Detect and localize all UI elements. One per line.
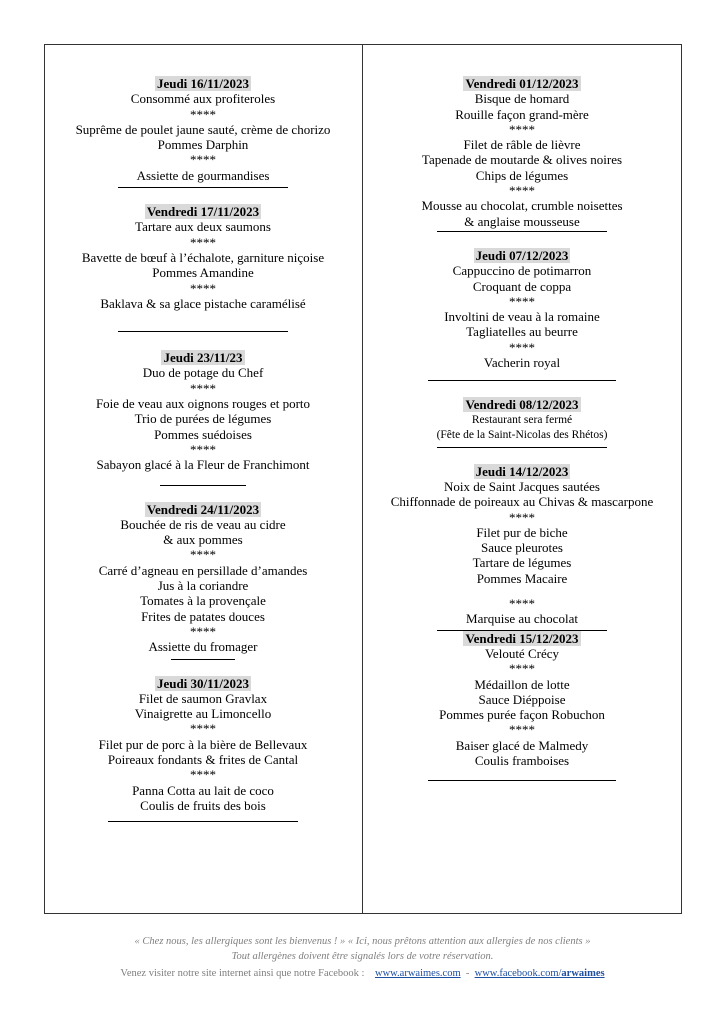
footer-allergen-note	[0, 951, 725, 962]
menu-line: Bouchée de ris de veau au cidre	[120, 516, 286, 532]
menu-line: Mousse au chocolat, crumble noisettes	[421, 198, 623, 214]
menu-line: & anglaise mousseuse	[464, 213, 580, 229]
menu-line: Foie de veau aux oignons rouges et porto	[95, 396, 311, 412]
section-rule	[437, 231, 607, 232]
facebook-prefix: www.facebook.com/	[474, 968, 562, 979]
section-rule	[118, 331, 288, 332]
menu-line: Jus à la coriandre	[157, 578, 249, 594]
menu-date: Jeudi 23/11/23	[163, 350, 243, 366]
menu-line: Pommes Darphin	[157, 137, 249, 153]
menu-line: Marquise au chocolat	[466, 611, 578, 627]
menu-line: Sauce pleurotes	[481, 540, 563, 556]
menu-separator: ****	[190, 380, 216, 396]
menu-line: Bisque de homard	[474, 91, 570, 107]
menu-separator: ****	[509, 596, 535, 612]
menu-line: & aux pommes	[163, 532, 243, 548]
link-separator: -	[465, 968, 470, 979]
section-rule	[118, 187, 288, 188]
facebook-handle: arwaimes	[561, 968, 605, 979]
allergen-note: Tout allergènes doivent être signalés lors de votre réservation.	[231, 951, 494, 962]
menu-line: Filet pur de biche	[476, 524, 568, 540]
menu-separator: ****	[190, 767, 216, 783]
right-column	[363, 44, 681, 781]
menu-separator: ****	[509, 722, 535, 738]
menu-separator: ****	[509, 121, 535, 137]
menu-separator: ****	[190, 152, 216, 168]
menu-line: Frites de patates douces	[141, 608, 265, 624]
menu-line: Vacherin royal	[483, 355, 561, 371]
menu-line: Chips de légumes	[475, 167, 569, 183]
menu-line: Tartare de légumes	[472, 555, 572, 571]
menu-line: Duo de potage du Chef	[142, 365, 264, 381]
menu-block	[363, 631, 681, 769]
menu-block	[44, 676, 362, 814]
menu-block	[363, 248, 681, 370]
menu-block	[363, 464, 681, 627]
menu-spacer	[363, 586, 681, 596]
menu-line: Suprême de poulet jaune sauté, crème de chorizo	[75, 121, 331, 137]
menu-line: Filet de râble de lièvre	[463, 137, 581, 153]
menu-date: Jeudi 07/12/2023	[475, 247, 569, 263]
menu-line: Sauce Diéppoise	[478, 691, 566, 707]
menu-line: Poireaux fondants & frites de Cantal	[107, 751, 299, 767]
visit-text: Venez visiter notre site internet ainsi que notre Facebook :	[120, 968, 365, 979]
menu-date: Vendredi 08/12/2023	[465, 397, 579, 413]
menu-line: Filet de saumon Gravlax	[138, 690, 268, 706]
menu-line: Tagliatelles au beurre	[466, 324, 578, 340]
menu-line: Assiette du fromager	[148, 639, 258, 655]
menu-line: Cappuccino de potimarron	[452, 263, 592, 279]
menu-separator: ****	[190, 106, 216, 122]
menu-separator: ****	[190, 623, 216, 639]
menu-line: Noix de Saint Jacques sautées	[444, 478, 600, 494]
menu-block	[44, 502, 362, 655]
menu-line: Tartare aux deux saumons	[135, 219, 271, 235]
menu-separator: ****	[190, 280, 216, 296]
menu-separator: ****	[190, 234, 216, 250]
menu-block	[363, 76, 681, 229]
menu-line: Carré d’agneau en persillade d’amandes	[98, 562, 308, 578]
menu-separator: ****	[509, 183, 535, 199]
menu-line: Bavette de bœuf à l’échalote, garniture niçoise	[81, 249, 325, 265]
menu-line: (Fête de la Saint-Nicolas des Rhétos)	[436, 428, 608, 441]
menu-line: Panna Cotta au lait de coco	[132, 782, 274, 798]
menu-separator: ****	[190, 441, 216, 457]
menu-line: Coulis framboises	[474, 752, 570, 768]
menu-line: Filet pur de porc à la bière de Bellevaux	[98, 736, 308, 752]
menu-separator: ****	[509, 509, 535, 525]
left-column	[44, 44, 362, 822]
menu-separator: ****	[509, 339, 535, 355]
menu-line: Tapenade de moutarde & olives noires	[421, 152, 623, 168]
menu-date: Jeudi 16/11/2023	[156, 76, 250, 91]
menu-date: Vendredi 01/12/2023	[465, 76, 579, 91]
menu-date: Vendredi 15/12/2023	[465, 630, 579, 646]
menu-line: Croquant de coppa	[472, 278, 572, 294]
footer-quote-1: « Chez nous, les allergiques sont les bienvenus ! »	[134, 936, 346, 947]
menu-block	[44, 76, 362, 183]
website-link[interactable]: www.arwaimes.com	[374, 968, 461, 979]
menu-date: Jeudi 30/11/2023	[156, 675, 250, 691]
menu-line: Assiette de gourmandises	[136, 167, 270, 183]
menu-separator: ****	[190, 721, 216, 737]
section-rule	[428, 780, 616, 781]
facebook-link[interactable]	[475, 968, 605, 979]
section-rule	[171, 659, 235, 660]
footer-quote-2: « Ici, nous prêtons attention aux allergies de nos clients »	[347, 936, 591, 947]
section-rule	[428, 380, 616, 381]
menu-line: Rouille façon grand-mère	[455, 106, 589, 122]
menu-line: Involtini de veau à la romaine	[444, 309, 600, 325]
menu-separator: ****	[509, 661, 535, 677]
menu-block	[44, 204, 362, 311]
menu-line: Vinaigrette au Limoncello	[134, 706, 272, 722]
section-rule	[437, 447, 607, 448]
menu-line: Baiser glacé de Malmedy	[455, 737, 589, 753]
menu-separator: ****	[509, 293, 535, 309]
menu-date: Vendredi 24/11/2023	[146, 501, 260, 517]
menu-block	[44, 350, 362, 472]
menu-line: Chiffonnade de poireaux au Chivas & mascarpone	[390, 494, 654, 510]
menu-line: Sabayon glacé à la Fleur de Franchimont	[96, 457, 310, 473]
section-rule	[160, 485, 246, 486]
menu-line: Pommes purée façon Robuchon	[439, 707, 605, 723]
menu-line: Baklava & sa glace pistache caramélisé	[100, 295, 306, 311]
menu-block	[363, 397, 681, 442]
menu-line: Pommes Macaire	[476, 570, 568, 586]
menu-line: Velouté Crécy	[484, 645, 559, 661]
footer-links	[0, 968, 725, 979]
menu-line: Médaillon de lotte	[474, 676, 570, 692]
menu-line: Restaurant sera fermé	[471, 413, 573, 426]
menu-line: Coulis de fruits des bois	[140, 797, 266, 813]
menu-line: Trio de purées de légumes	[134, 411, 272, 427]
menu-line: Pommes Amandine	[152, 265, 254, 281]
menu-separator: ****	[190, 547, 216, 563]
menu-line: Consommé aux profiteroles	[130, 91, 276, 107]
menu-line: Tomates à la provençale	[140, 593, 266, 609]
menu-date: Jeudi 14/12/2023	[475, 463, 569, 479]
menu-date: Vendredi 17/11/2023	[146, 204, 260, 220]
section-rule	[108, 821, 298, 822]
menu-line: Pommes suédoises	[154, 426, 252, 442]
footer-quotes	[0, 936, 725, 947]
